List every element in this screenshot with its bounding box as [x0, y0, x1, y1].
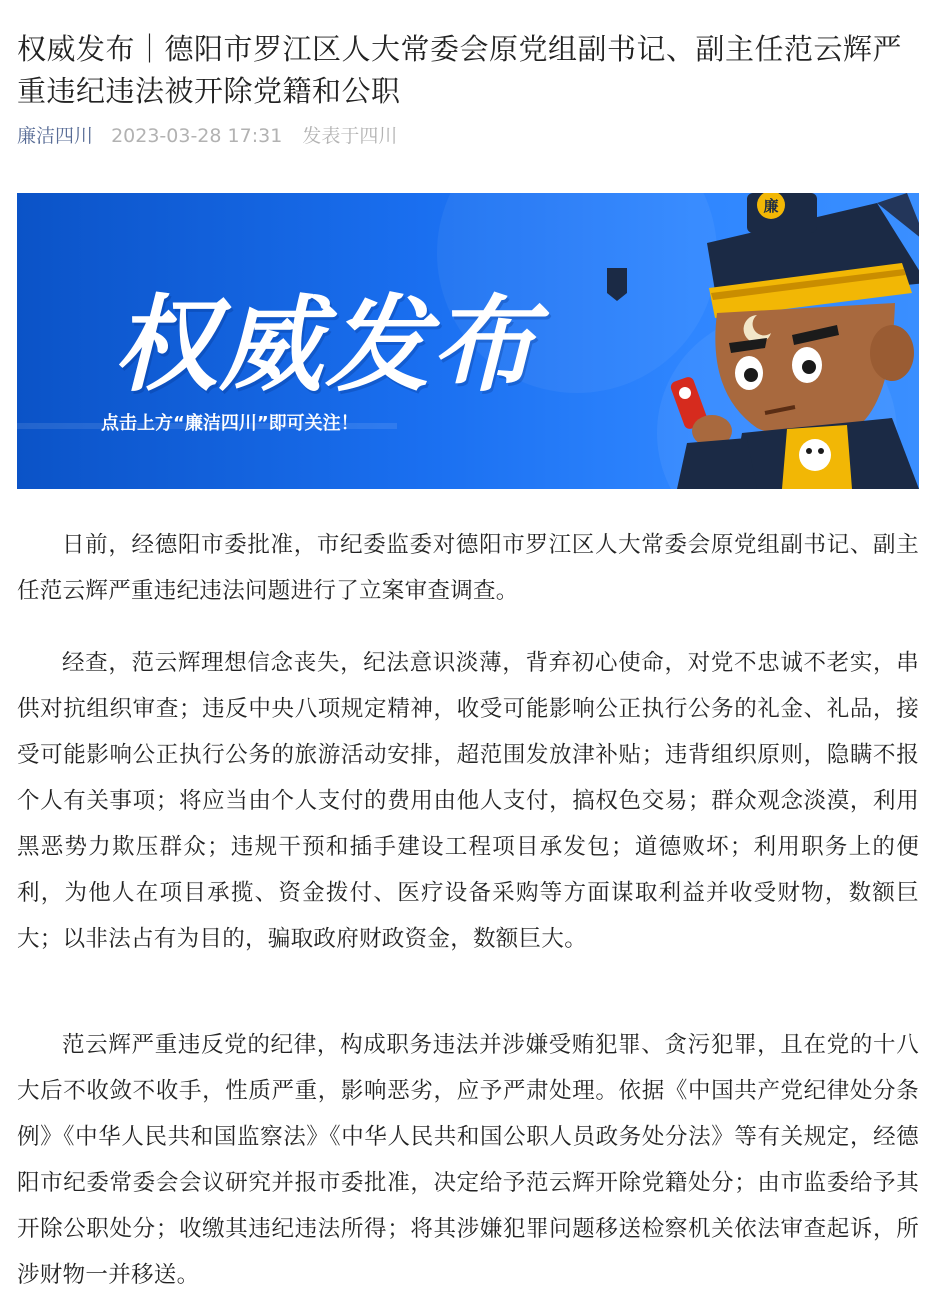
account-name-link[interactable]: 廉洁四川	[17, 125, 94, 147]
judge-mascot-illustration	[647, 193, 919, 489]
banner-title: 权威发布	[113, 284, 538, 406]
cover-banner	[17, 193, 919, 489]
publish-datetime: 2023-03-28 17:31	[111, 125, 283, 147]
paragraph-2: 经查，范云辉理想信念丧失，纪法意识淡薄，背弃初心使命，对党不忠诚不老实，串供对抗组织审查；违反中央八项规定精神，收受可能影响公正执行公务的礼金、礼品，接受可能影响公正执行公务的旅游活动安排，超范围发放津补贴；违背组织原则，隐瞒不报个人有关事项；将应当由个人支付的费用由他人支付，搞权色交易；群众观念淡漠，利用黑恶势力欺压群众；违规干预和插手建设工程项目承发包；道德败坏；利用职务上的便利，为他人在项目承揽、资金拨付、医疗设备采购等方面谋取利益并收受财物，数额巨大；以非法占有为目的，骗取政府财政资金，数额巨大。	[17, 650, 919, 952]
paragraph-3: 范云辉严重违反党的纪律，构成职务违法并涉嫌受贿犯罪、贪污犯罪，且在党的十八大后不收敛不收手，性质严重，影响恶劣，应予严肃处理。依据《中国共产党纪律处分条例》《中华人民共和国监察法》《中华人民共和国公职人员政务处分法》等有关规定，经德阳市纪委常委会会议研究并报市委批准，决定给予范云辉开除党籍处分；由市监委给予其开除公职处分；收缴其违纪违法所得；将其涉嫌犯罪问题移送检察机关依法审查起诉，所涉财物一并移送。	[17, 1032, 919, 1288]
banner-subtitle: 点击上方“廉洁四川”即可关注！	[101, 413, 359, 434]
article-meta	[17, 121, 397, 151]
paragraph-1: 日前，经德阳市委批准，市纪委监委对德阳市罗江区人大常委会原党组副书记、副主任范云辉严重违纪违法问题进行了立案审查调查。	[17, 532, 919, 604]
article-title: 权威发布｜德阳市罗江区人大常委会原党组副书记、副主任范云辉严重违纪违法被开除党籍和公职	[17, 32, 903, 108]
hat-badge-text: 廉	[763, 197, 779, 215]
publish-location: 发表于四川	[302, 125, 398, 147]
